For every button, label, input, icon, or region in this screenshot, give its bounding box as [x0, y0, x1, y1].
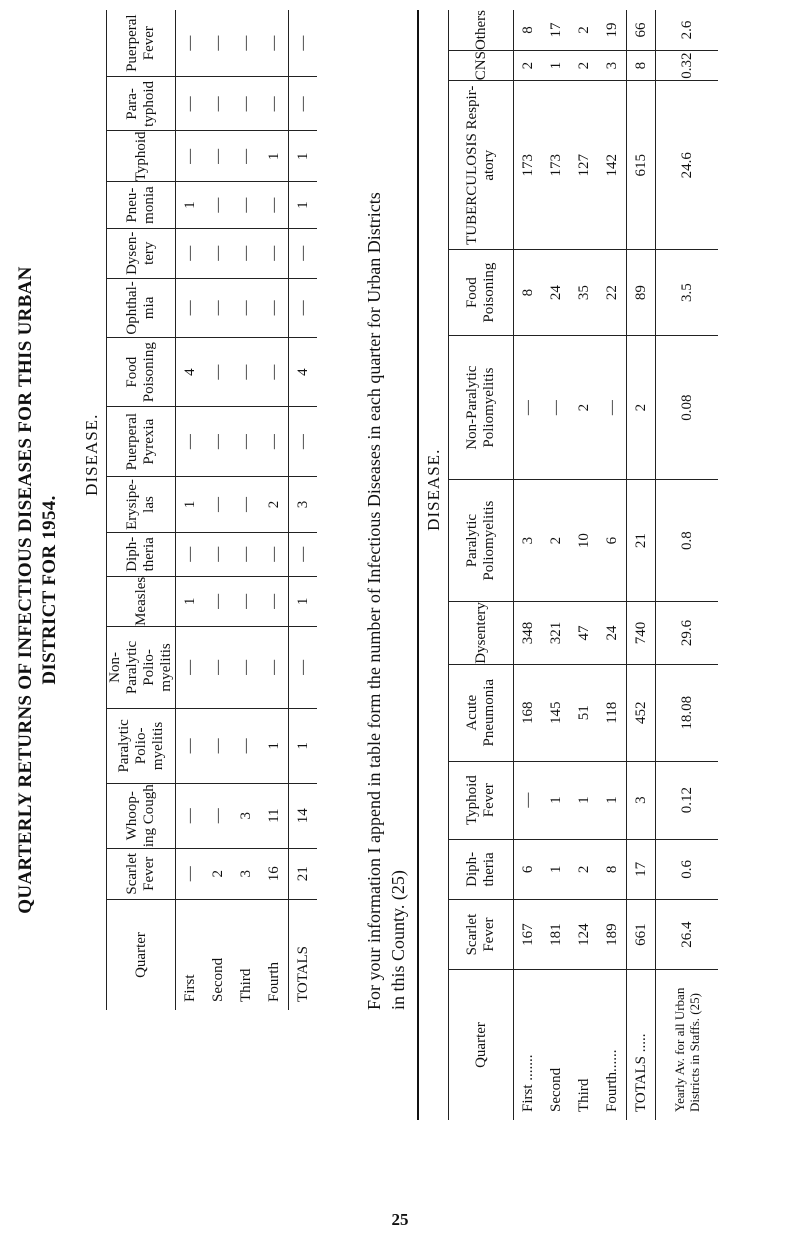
table2-cell: —	[514, 761, 543, 839]
table-row	[570, 10, 598, 1120]
table1-cell: —	[204, 228, 232, 278]
title-line-2: DISTRICT FOR 1954.	[39, 495, 60, 685]
table2-cell: 173	[542, 81, 570, 250]
table1-cell: —	[289, 10, 318, 77]
table1-cell: —	[204, 576, 232, 626]
table-row	[542, 10, 570, 1120]
table1-cell: —	[204, 10, 232, 77]
table2-cell: 3	[598, 51, 627, 81]
table1-cell: —	[176, 532, 205, 576]
table2-cell: 24.6	[656, 81, 719, 250]
table1-header: Measles	[107, 576, 176, 626]
table1-cell: 2	[204, 848, 232, 899]
table2-header: Dysentery	[449, 602, 514, 665]
table-row-totals	[289, 10, 318, 1010]
table1-cell: 1	[289, 576, 318, 626]
table2-cell: 2	[627, 336, 656, 480]
table1-header: Whoop-ing Cough	[107, 783, 176, 848]
table2-cell: 142	[598, 81, 627, 250]
table2-cell: 3	[514, 480, 543, 602]
table2-caption-spacer	[420, 970, 449, 1121]
title-line-1: QUARTERLY RETURNS OF INFECTIOUS DISEASES FOR THIS URBAN	[15, 266, 36, 914]
note-line-2: in this County. (25)	[388, 870, 408, 1010]
table1-cell: 11	[260, 783, 289, 848]
table2-cell: 452	[627, 664, 656, 761]
table2-cell: 181	[542, 900, 570, 970]
table1-cell: —	[289, 407, 318, 477]
table1-cell: —	[204, 278, 232, 338]
table2-cell: 2	[570, 839, 598, 900]
table1-quarter: Fourth	[265, 961, 282, 1002]
table2-header: Scarlet Fever	[449, 900, 514, 970]
table2-cell: 8	[598, 839, 627, 900]
table2-cell: 321	[542, 602, 570, 665]
table1-cell: 16	[260, 848, 289, 899]
table1-cell: 21	[289, 848, 318, 899]
table2-cell: 10	[570, 480, 598, 602]
table1-header-row	[107, 10, 176, 1010]
table2-cell: —	[514, 336, 543, 480]
table1-cell: —	[176, 10, 205, 77]
table1-cell: —	[176, 783, 205, 848]
table2-header: Typhoid Fever	[449, 761, 514, 839]
table2-header: TUBERCULOSIS Respir-atory	[449, 81, 514, 250]
table1-cell: 1	[260, 131, 289, 182]
table2-cell: 8	[514, 10, 543, 51]
table1-cell: —	[232, 131, 260, 182]
table1-cell: 3	[289, 477, 318, 533]
table-row	[176, 10, 205, 1010]
table1-header: Non-Paralytic Polio-myelitis	[107, 626, 176, 708]
table1-cell: 1	[176, 477, 205, 533]
table2-cell: 173	[514, 81, 543, 250]
table2-cell: 145	[542, 664, 570, 761]
table1-cell: —	[260, 532, 289, 576]
table2-cell: —	[598, 336, 627, 480]
table1-cell: —	[204, 708, 232, 783]
table1-header: Para-typhoid	[107, 77, 176, 131]
table1-cell: —	[232, 708, 260, 783]
table1-cell: —	[260, 626, 289, 708]
table1-cell: 3	[232, 848, 260, 899]
table2-cell: 2	[514, 51, 543, 81]
table2-header: Non-Paralytic Poliomyelitis	[449, 336, 514, 480]
note-line-1: For your information I append in table form the number of Infectious Diseases in each quarter for Urban Districts	[364, 192, 384, 1010]
table1-cell: 1	[176, 576, 205, 626]
table1-cell: —	[260, 10, 289, 77]
table2-cell: 6	[598, 480, 627, 602]
table1-header: Puerperal Pyrexia	[107, 407, 176, 477]
table1-cell: —	[176, 848, 205, 899]
table1-header: Erysipe-las	[107, 477, 176, 533]
table2-cell: 66	[627, 10, 656, 51]
table1-cell: —	[232, 182, 260, 229]
table1-header: Dysen-tery	[107, 228, 176, 278]
table2-header: Others	[449, 10, 514, 51]
table-row	[204, 10, 232, 1010]
table2-header: Acute Pneumonia	[449, 664, 514, 761]
table1-cell: —	[204, 783, 232, 848]
table2-cell: 51	[570, 664, 598, 761]
table2-cell: 615	[627, 81, 656, 250]
table2-cell: 2	[570, 51, 598, 81]
table2-cell: 24	[598, 602, 627, 665]
table1-cell: —	[232, 10, 260, 77]
table1-quarter: Third	[237, 968, 254, 1002]
table1-cell: 1	[289, 131, 318, 182]
page-number: 25	[391, 1210, 409, 1229]
table2-cell: 29.6	[656, 602, 719, 665]
table1-cell: 1	[176, 182, 205, 229]
table1-cell: —	[232, 407, 260, 477]
table1-cell: —	[232, 576, 260, 626]
table2-cell: 661	[627, 900, 656, 970]
table2-cell: 26.4	[656, 900, 719, 970]
table1-cell: —	[260, 278, 289, 338]
table1-cell: —	[289, 228, 318, 278]
table2-header-quarter: Quarter	[449, 970, 514, 1121]
table1-cell: —	[176, 407, 205, 477]
table2-cell: 19	[598, 10, 627, 51]
table-row	[598, 10, 627, 1120]
table1-header: Pneu-monia	[107, 182, 176, 229]
table2-cell: 89	[627, 250, 656, 336]
table1-cell: 1	[260, 708, 289, 783]
table-row	[514, 10, 543, 1120]
table1-cell: —	[232, 278, 260, 338]
table1-cell: —	[232, 532, 260, 576]
table1-quarter: TOTALS	[289, 900, 318, 1011]
table2-header: Diph-theria	[449, 839, 514, 900]
table2-cell: 127	[570, 81, 598, 250]
table2-cell: 189	[598, 900, 627, 970]
table1-cell: —	[260, 228, 289, 278]
table-row-totals	[627, 10, 656, 1120]
table2-cell: 2	[570, 10, 598, 51]
table2-cell: 35	[570, 250, 598, 336]
table-row-yearly-average	[656, 10, 719, 1120]
table-row	[232, 10, 260, 1010]
table2-cell: 0.12	[656, 761, 719, 839]
table2-cell: 0.08	[656, 336, 719, 480]
infectious-diseases-table-county	[420, 10, 718, 1120]
table2-cell: 1	[542, 839, 570, 900]
table1-cell: —	[204, 477, 232, 533]
table2-cell: 124	[570, 900, 598, 970]
table2-cell: 2	[570, 336, 598, 480]
table-row	[260, 10, 289, 1010]
table1-cell: —	[289, 626, 318, 708]
table1-cell: —	[176, 228, 205, 278]
table1-header: Food Poisoning	[107, 338, 176, 407]
table2-cell: 167	[514, 900, 543, 970]
table2-cell: 17	[627, 839, 656, 900]
table1-header: Scarlet Fever	[107, 848, 176, 899]
table2-cell: 18.08	[656, 664, 719, 761]
table1-cell: —	[176, 278, 205, 338]
infectious-diseases-table-urban-district	[78, 10, 317, 1010]
table1-cell: 1	[289, 182, 318, 229]
table1-cell: —	[204, 131, 232, 182]
table1-cell: —	[260, 182, 289, 229]
table2-cell: 1	[598, 761, 627, 839]
table1-cell: —	[260, 77, 289, 131]
table2-cell: 3.5	[656, 250, 719, 336]
table2-header: Food Poisoning	[449, 250, 514, 336]
table1-cell: —	[204, 77, 232, 131]
table1-cell: —	[176, 708, 205, 783]
table2-cell: 17	[542, 10, 570, 51]
table1-cell: —	[289, 77, 318, 131]
table2-header: Paralytic Poliomyelitis	[449, 480, 514, 602]
table2-cell: 0.8	[656, 480, 719, 602]
table1-cell: 4	[176, 338, 205, 407]
table2-quarter: Fourth......	[603, 1049, 620, 1112]
table2-header: CNS	[449, 51, 514, 81]
table1-cell: —	[289, 532, 318, 576]
table2-cell: 22	[598, 250, 627, 336]
table1-quarter: Second	[209, 957, 226, 1002]
table2-quarter: Yearly Av. for all Urban Districts in Staffs. (25)	[656, 970, 719, 1121]
table1-cell: —	[232, 626, 260, 708]
table1-cell: 1	[289, 708, 318, 783]
table1-header: Diph-theria	[107, 532, 176, 576]
table1-caption: DISEASE.	[82, 413, 101, 496]
table1-cell: 14	[289, 783, 318, 848]
table1-header: Paralytic Polio-myelitis	[107, 708, 176, 783]
table2-quarter: TOTALS .....	[627, 970, 656, 1121]
table2-cell: 0.6	[656, 839, 719, 900]
table2-cell: 8	[514, 250, 543, 336]
table2-cell: 24	[542, 250, 570, 336]
table2-cell: 348	[514, 602, 543, 665]
table1-cell: —	[232, 477, 260, 533]
table1-cell: —	[260, 338, 289, 407]
table1-cell: —	[204, 407, 232, 477]
table1-cell: —	[176, 77, 205, 131]
table1-cell: —	[204, 182, 232, 229]
table1-cell: —	[204, 338, 232, 407]
table1-cell: —	[232, 228, 260, 278]
table2-cell: 47	[570, 602, 598, 665]
table1-header: Typhoid	[107, 131, 176, 182]
table2-cell: 740	[627, 602, 656, 665]
table1-cell: 2	[260, 477, 289, 533]
table2-cell: 6	[514, 839, 543, 900]
table2-cell: 2	[542, 480, 570, 602]
table2-quarter: Second	[547, 1067, 564, 1112]
section-divider	[417, 10, 419, 1120]
table2-cell: 2.6	[656, 10, 719, 51]
table2-cell: 1	[542, 761, 570, 839]
table1-cell: —	[232, 338, 260, 407]
table1-header: Ophthal-mia	[107, 278, 176, 338]
table2-cell: 21	[627, 480, 656, 602]
table2-cell: 3	[627, 761, 656, 839]
table1-cell: —	[176, 626, 205, 708]
table2-cell: 1	[542, 51, 570, 81]
table2-cell: 0.32	[656, 51, 719, 81]
table2-caption: DISEASE.	[424, 448, 443, 531]
table2-quarter: Third	[575, 1078, 592, 1112]
table2-quarter: First .......	[519, 1054, 536, 1112]
table2-cell: 118	[598, 664, 627, 761]
table2-header-row	[449, 10, 514, 1120]
table1-cell: —	[232, 77, 260, 131]
table1-header: Puerperal Fever	[107, 10, 176, 77]
table1-cell: —	[260, 576, 289, 626]
page-title	[14, 0, 62, 1180]
table1-cell: —	[289, 278, 318, 338]
table1-caption-spacer	[78, 900, 107, 1011]
table1-quarter: First	[181, 974, 198, 1002]
table1-header-quarter: Quarter	[107, 900, 176, 1011]
table1-cell: —	[260, 407, 289, 477]
table1-cell: —	[176, 131, 205, 182]
table2-cell: 1	[570, 761, 598, 839]
table1-cell: —	[204, 532, 232, 576]
table1-cell: 3	[232, 783, 260, 848]
table2-cell: 8	[627, 51, 656, 81]
table1-cell: —	[204, 626, 232, 708]
table1-cell: 4	[289, 338, 318, 407]
table2-cell: —	[542, 336, 570, 480]
county-comparison-note	[362, 10, 410, 1010]
table2-cell: 168	[514, 664, 543, 761]
